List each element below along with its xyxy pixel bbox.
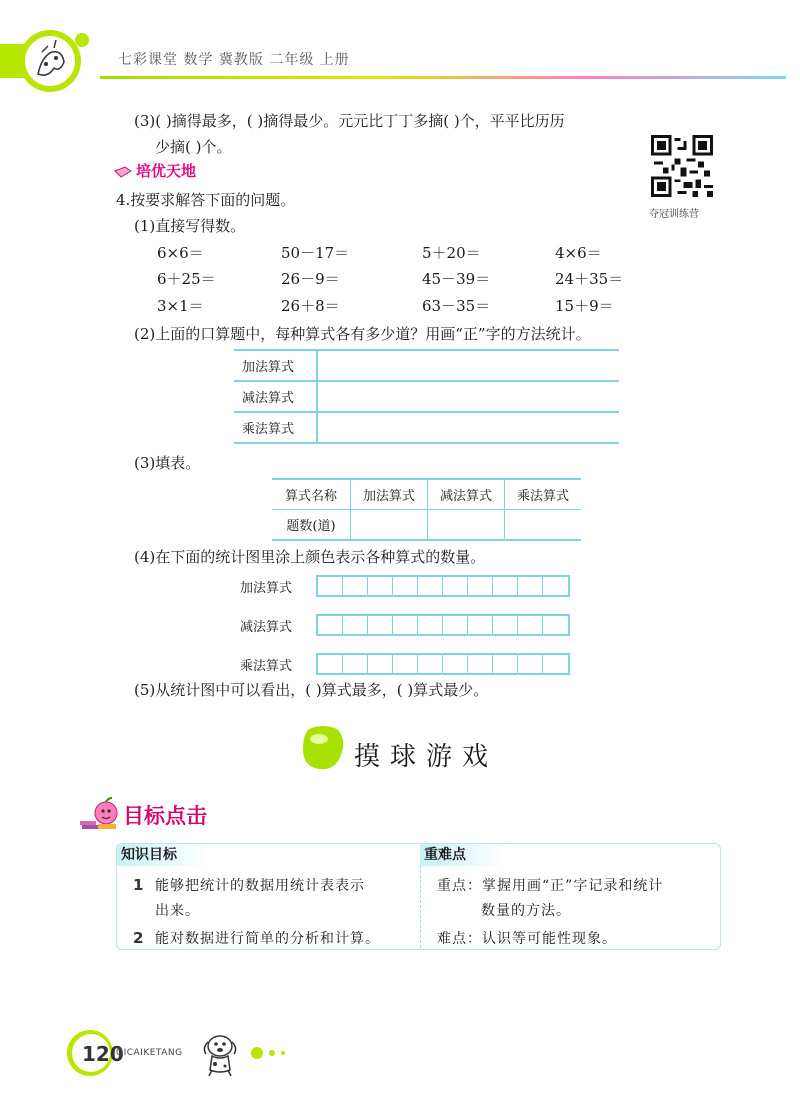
q4-part-2: (2)上面的口算题中，每种算式各有多少道？用画“正”字的方法统计。 <box>134 325 591 343</box>
chart-row-label: 乘法算式 <box>240 659 293 674</box>
table-row <box>272 479 581 510</box>
key-point: 重点：掌握用画“正”字记录和统计 <box>437 878 664 894</box>
row-label: 加法算式 <box>234 350 317 381</box>
q3-line-2: 少摘( )个。 <box>155 138 232 156</box>
table-row <box>234 381 619 412</box>
brand-text: QICAIKETANG <box>116 1048 183 1058</box>
answer-cell[interactable] <box>505 510 582 541</box>
color-bar[interactable] <box>316 653 570 675</box>
apple-books-icon <box>78 797 122 831</box>
knowledge-item-1-cont: 出来。 <box>155 903 200 919</box>
expression: 6＋25＝ <box>157 270 216 288</box>
expression: 4×6＝ <box>555 244 602 262</box>
row-label: 乘法算式 <box>234 412 317 443</box>
dog-mascot-icon <box>198 1030 242 1078</box>
knowledge-label: 知识目标 <box>117 844 207 866</box>
table-row <box>234 350 619 381</box>
page-number: 120 <box>82 1042 124 1066</box>
row-label: 减法算式 <box>234 381 317 412</box>
expression: 63－35＝ <box>422 297 491 315</box>
eraser-icon <box>113 165 133 179</box>
answer-cell[interactable] <box>428 510 505 541</box>
section-tag: 培优天地 <box>136 162 197 180</box>
expression: 26＋8＝ <box>281 297 340 315</box>
expression: 50－17＝ <box>281 244 350 262</box>
goals-divider <box>420 860 421 948</box>
goal-title: 目标点击 <box>123 804 207 828</box>
expression: 3×1＝ <box>157 297 204 315</box>
color-bar[interactable] <box>316 614 570 636</box>
expression: 45－39＝ <box>422 270 491 288</box>
table-row <box>272 510 581 541</box>
row-label: 题数(道) <box>272 510 351 541</box>
expression: 15＋9＝ <box>555 297 614 315</box>
chart-row-label: 减法算式 <box>240 620 293 635</box>
decorative-dots-icon <box>250 1046 296 1060</box>
qr-caption: 夺冠训练营 <box>649 209 699 220</box>
difficult-point: 难点：认识等可能性现象。 <box>437 931 617 947</box>
item-number: 2 <box>133 929 144 947</box>
table-header: 乘法算式 <box>505 479 582 510</box>
chart-row-label: 加法算式 <box>240 581 293 596</box>
expression: 5＋20＝ <box>422 244 481 262</box>
tally-table <box>234 349 619 444</box>
q4-part-3: (3)填表。 <box>134 454 201 472</box>
table-header: 算式名称 <box>272 479 351 510</box>
q3-line-1: (3)( )摘得最多，( )摘得最少。元元比丁丁多摘( )个，平平比历历 <box>134 112 565 130</box>
section-title: 摸球游戏 <box>354 742 499 772</box>
fill-table <box>272 478 581 541</box>
key-points-label: 重难点 <box>420 844 506 866</box>
qr-code-icon <box>651 135 713 197</box>
green-blob-icon <box>301 725 345 771</box>
knowledge-item-2: 能对数据进行简单的分析和计算。 <box>155 931 380 947</box>
header-rule <box>100 76 786 79</box>
knowledge-item-1: 能够把统计的数据用统计表表示 <box>155 878 365 894</box>
color-bar[interactable] <box>316 575 570 597</box>
q4-part-5: (5)从统计图中可以看出，( )算式最多，( )算式最少。 <box>134 681 489 699</box>
key-point-cont: 数量的方法。 <box>481 903 571 919</box>
tally-cell[interactable] <box>317 412 619 443</box>
table-row <box>234 412 619 443</box>
item-number: 1 <box>133 876 144 894</box>
q4-part-1: (1)直接写得数。 <box>134 217 246 235</box>
tally-cell[interactable] <box>317 381 619 412</box>
expression: 6×6＝ <box>157 244 204 262</box>
table-header: 加法算式 <box>351 479 428 510</box>
answer-cell[interactable] <box>351 510 428 541</box>
expression: 26－9＝ <box>281 270 340 288</box>
expression: 24＋35＝ <box>555 270 624 288</box>
mascot-badge-icon <box>10 28 90 94</box>
q4-intro: 4.按要求解答下面的问题。 <box>116 191 296 209</box>
table-header: 减法算式 <box>428 479 505 510</box>
header-title: 七彩课堂 数学 冀教版 二年级 上册 <box>118 52 350 68</box>
q4-part-4: (4)在下面的统计图里涂上颜色表示各种算式的数量。 <box>134 548 486 566</box>
tally-cell[interactable] <box>317 350 619 381</box>
